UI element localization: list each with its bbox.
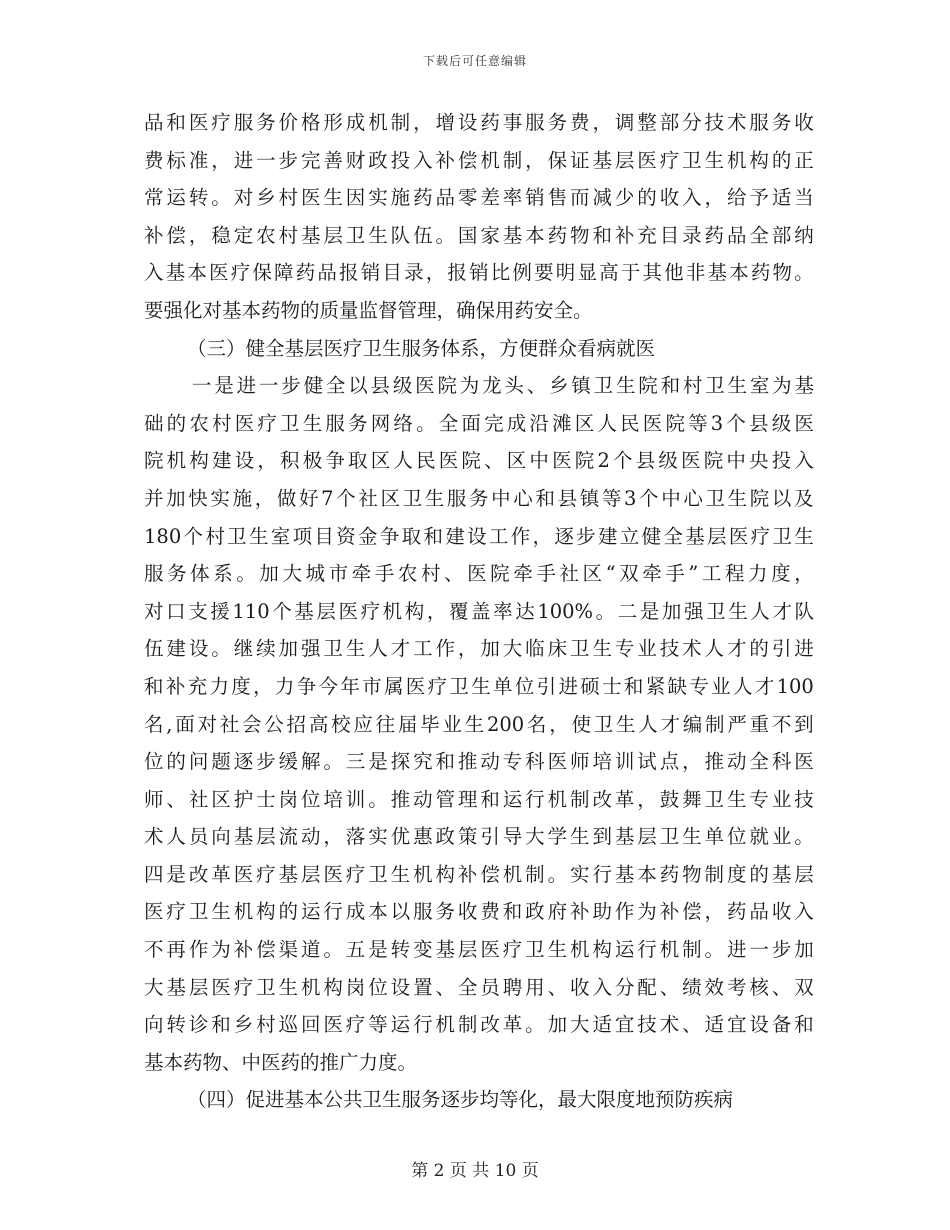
paragraph-line: 伍 建 设 。 继 续 加 强 卫 生 人 才 工 作 ， 加 大 临 床 卫 生 专 业 技 术 人 才 的 引 进 xyxy=(144,637,814,661)
paragraph-line: 大 基 层 医 疗 卫 生 机 构 岗 位 设 置 、 全 员 聘 用 、 收 入 分 配 、 绩 效 考 核 、 双 xyxy=(144,975,814,999)
paragraph-line: 术 人 员 向 基 层 流 动 ， 落 实 优 惠 政 策 引 导 大 学 生 到 基 层 卫 生 单 位 就 业 。 xyxy=(144,825,814,849)
paragraph-line: 服 务 体 系 。 加 大 城 市 牵 手 农 村 、 医 院 牵 手 社 区 “ 双 牵 手 ” 工 程 力 度 ， xyxy=(144,562,814,586)
page-header: 下载后可任意编辑 xyxy=(422,54,527,68)
paragraph-line: 常 运 转 。 对 乡 村 医 生 因 实 施 药 品 零 差 率 销 售 而 减 少 的 收 入 ， 给 予 适 当 xyxy=(144,186,814,210)
paragraph-line: 对 口 支 援 110 个 基 层 医 疗 机 构 ， 覆 盖 率 达 100% 。 二 是 加 强 卫 生 人 才 队 xyxy=(144,599,814,623)
paragraph-line: 础 的 农 村 医 疗 卫 生 服 务 网 络 。 全 面 完 成 沿 滩 区 人 民 医 院 等 3 个 县 级 医 xyxy=(144,411,814,435)
paragraph-line: 品 和 医 疗 服 务 价 格 形 成 机 制 ， 增 设 药 事 服 务 费 ， 调 整 部 分 技 术 服 务 收 xyxy=(144,111,814,134)
section-heading: （三）健全基层医疗卫生服务体系，方便群众看病就医 xyxy=(187,336,656,360)
page-footer: 第 2 页 共 10 页 xyxy=(411,1161,539,1181)
paragraph-line: 医 疗 卫 生 机 构 的 运 行 成 本 以 服 务 收 费 和 政 府 补 助 作 为 补 偿 ， 药 品 收 入 xyxy=(144,900,814,924)
paragraph-line: 位 的 问 题 逐 步 缓 解 。 三 是 探 究 和 推 动 专 科 医 师 培 训 试 点 ， 推 动 全 科 医 xyxy=(144,750,814,774)
paragraph-line: 费 标 准 ， 进 一 步 完 善 财 政 投 入 补 偿 机 制 ， 保 证 基 层 医 疗 卫 生 机 构 的 正 xyxy=(144,148,814,172)
paragraph-line: 并 加 快 实 施 ， 做 好 7 个 社 区 卫 生 服 务 中 心 和 县 镇 等 3 个 中 心 卫 生 院 以 及 xyxy=(144,486,814,510)
paragraph-line: 基本药物、中医药的推广力度。 xyxy=(144,1050,418,1074)
paragraph-line: 要强化对基本药物的质量监督管理，确保用药安全。 xyxy=(144,298,593,322)
document-body xyxy=(144,104,814,1119)
paragraph-line: 一 是 进 一 步 健 全 以 县 级 医 院 为 龙 头 、 乡 镇 卫 生 院 和 村 卫 生 室 为 基 xyxy=(192,374,814,398)
paragraph-line: 补 偿 ， 稳 定 农 村 基 层 卫 生 队 伍 。 国 家 基 本 药 物 和 补 充 目 录 药 品 全 部 纳 xyxy=(144,223,814,247)
paragraph-line: 180 个 村 卫 生 室 项 目 资 金 争 取 和 建 设 工 作 ， 逐 步 建 立 健 全 基 层 医 疗 卫 生 xyxy=(144,524,814,548)
paragraph-line: 名 , 面 对 社 会 公 招 高 校 应 往 届 毕 业 生 200 名 ， 使 卫 生 人 才 编 制 严 重 不 到 xyxy=(144,712,814,736)
paragraph-line: 和 补 充 力 度 ， 力 争 今 年 市 属 医 疗 卫 生 单 位 引 进 硕 士 和 紧 缺 专 业 人 才 100 xyxy=(144,674,814,698)
paragraph-line: 四 是 改 革 医 疗 基 层 医 疗 卫 生 机 构 补 偿 机 制 。 实 行 基 本 药 物 制 度 的 基 层 xyxy=(144,862,814,886)
section-heading: （四）促进基本公共卫生服务逐步均等化，最大限度地预防疾病 xyxy=(187,1088,734,1112)
paragraph-line: 向 转 诊 和 乡 村 巡 回 医 疗 等 运 行 机 制 改 革 。 加 大 适 宜 技 术 、 适 宜 设 备 和 xyxy=(144,1013,814,1037)
paragraph-line: 不 再 作 为 补 偿 渠 道 。 五 是 转 变 基 层 医 疗 卫 生 机 构 运 行 机 制 。 进 一 步 加 xyxy=(144,938,814,962)
paragraph-line: 入 基 本 医 疗 保 障 药 品 报 销 目 录 ， 报 销 比 例 要 明 显 高 于 其 他 非 基 本 药 物 。 xyxy=(144,261,814,285)
paragraph-line: 师 、 社 区 护 士 岗 位 培 训 。 推 动 管 理 和 运 行 机 制 改 革 ， 鼓 舞 卫 生 专 业 技 xyxy=(144,787,814,811)
paragraph-line: 院 机 构 建 设 ， 积 极 争 取 区 人 民 医 院 、 区 中 医 院 2 个 县 级 医 院 中 央 投 入 xyxy=(144,449,814,473)
